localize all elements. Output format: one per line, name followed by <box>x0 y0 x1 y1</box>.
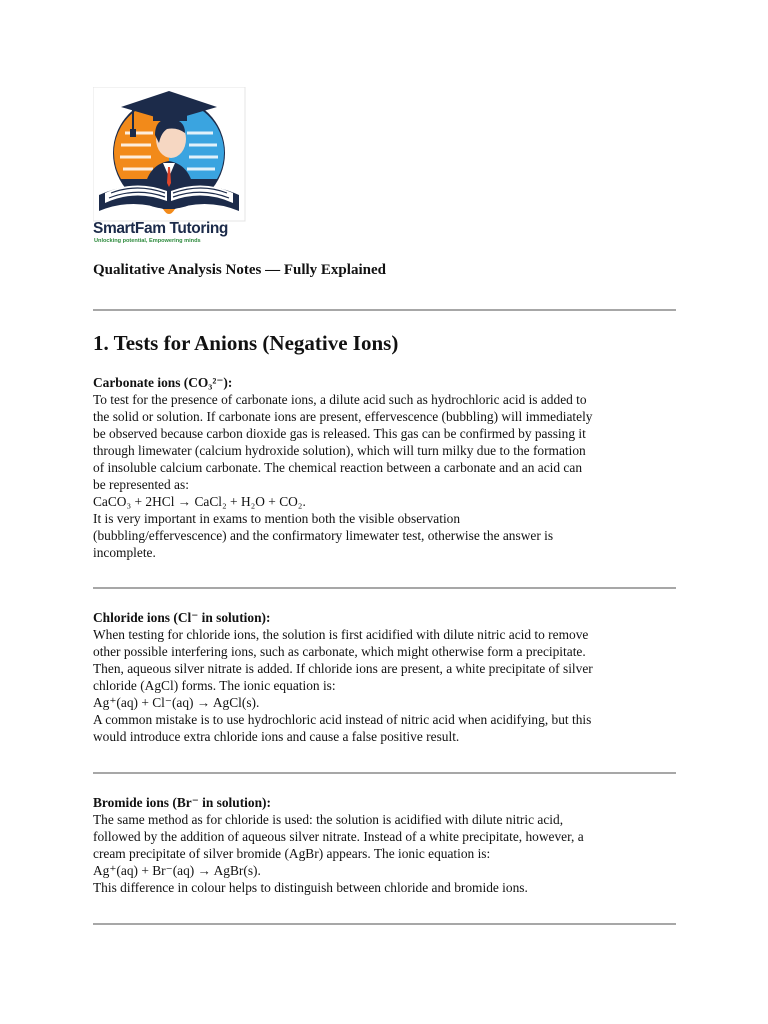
chloride-line: other possible interfering ions, such as carbonate, which might otherwise form a precipitate. <box>93 644 586 659</box>
document-title: Qualitative Analysis Notes — Fully Explained <box>93 262 386 278</box>
bromide-section <box>93 794 676 896</box>
chloride-line: When testing for chloride ions, the solution is first acidified with dilute nitric acid to remove <box>93 627 589 642</box>
divider <box>93 587 676 589</box>
carbonate-heading: Carbonate ions (CO₃²⁻): <box>93 375 233 390</box>
carbonate-line: be represented as: <box>93 477 189 492</box>
carbonate-line: of insoluble calcium carbonate. The chemical reaction between a carbonate and an acid can <box>93 460 583 475</box>
carbonate-line: through limewater (calcium hydroxide solution), which will turn milky due to the formation <box>93 443 586 458</box>
chloride-line: Then, aqueous silver nitrate is added. If chloride ions are present, a white precipitate of silver <box>93 661 593 676</box>
bromide-line: cream precipitate of silver bromide (AgBr) appears. The ionic equation is: <box>93 846 491 861</box>
carbonate-line: be observed because carbon dioxide gas is released. This gas can be confirmed by passing it <box>93 426 586 441</box>
logo-tagline: Unlocking potential, Empowering minds <box>94 238 201 244</box>
divider <box>93 309 676 311</box>
carbonate-line: (bubbling/effervescence) and the confirmatory limewater test, otherwise the answer is <box>93 528 554 543</box>
carbonate-line: the solid or solution. If carbonate ions are present, effervescence (bubbling) will immediately <box>93 409 593 424</box>
carbonate-section <box>93 374 676 561</box>
carbonate-line: To test for the presence of carbonate ions, a dilute acid such as hydrochloric acid is added to <box>93 392 587 407</box>
chloride-line: would introduce extra chloride ions and cause a false positive result. <box>93 729 460 744</box>
chloride-heading: Chloride ions (Cl⁻ in solution): <box>93 610 271 625</box>
bromide-line: followed by the addition of aqueous silver nitrate. Instead of a white precipitate, however, a <box>93 829 584 844</box>
section-heading: 1. Tests for Anions (Negative Ions) <box>93 331 399 355</box>
carbonate-line: It is very important in exams to mention both the visible observation <box>93 511 461 526</box>
carbonate-equation: CaCO₃ + 2HCl → CaCl₂ + H₂O + CO₂. <box>93 494 306 509</box>
chloride-line: chloride (AgCl) forms. The ionic equation is: <box>93 678 336 693</box>
bromide-equation: Ag⁺(aq) + Br⁻(aq) → AgBr(s). <box>93 863 261 878</box>
graduate-reading-book-icon <box>93 87 246 222</box>
logo-brand-name: SmartFam Tutoring <box>93 220 229 237</box>
divider <box>93 772 676 774</box>
chloride-line: A common mistake is to use hydrochloric acid instead of nitric acid when acidifying, but this <box>93 712 592 727</box>
bromide-line: This difference in colour helps to distinguish between chloride and bromide ions. <box>93 880 528 895</box>
bromide-heading: Bromide ions (Br⁻ in solution): <box>93 795 271 810</box>
carbonate-line: incomplete. <box>93 545 156 560</box>
divider <box>93 923 676 925</box>
chloride-equation: Ag⁺(aq) + Cl⁻(aq) → AgCl(s). <box>93 695 260 710</box>
chloride-section <box>93 609 676 745</box>
bromide-line: The same method as for chloride is used: the solution is acidified with dilute nitric acid, <box>93 812 564 827</box>
smartfam-logo <box>93 87 246 245</box>
